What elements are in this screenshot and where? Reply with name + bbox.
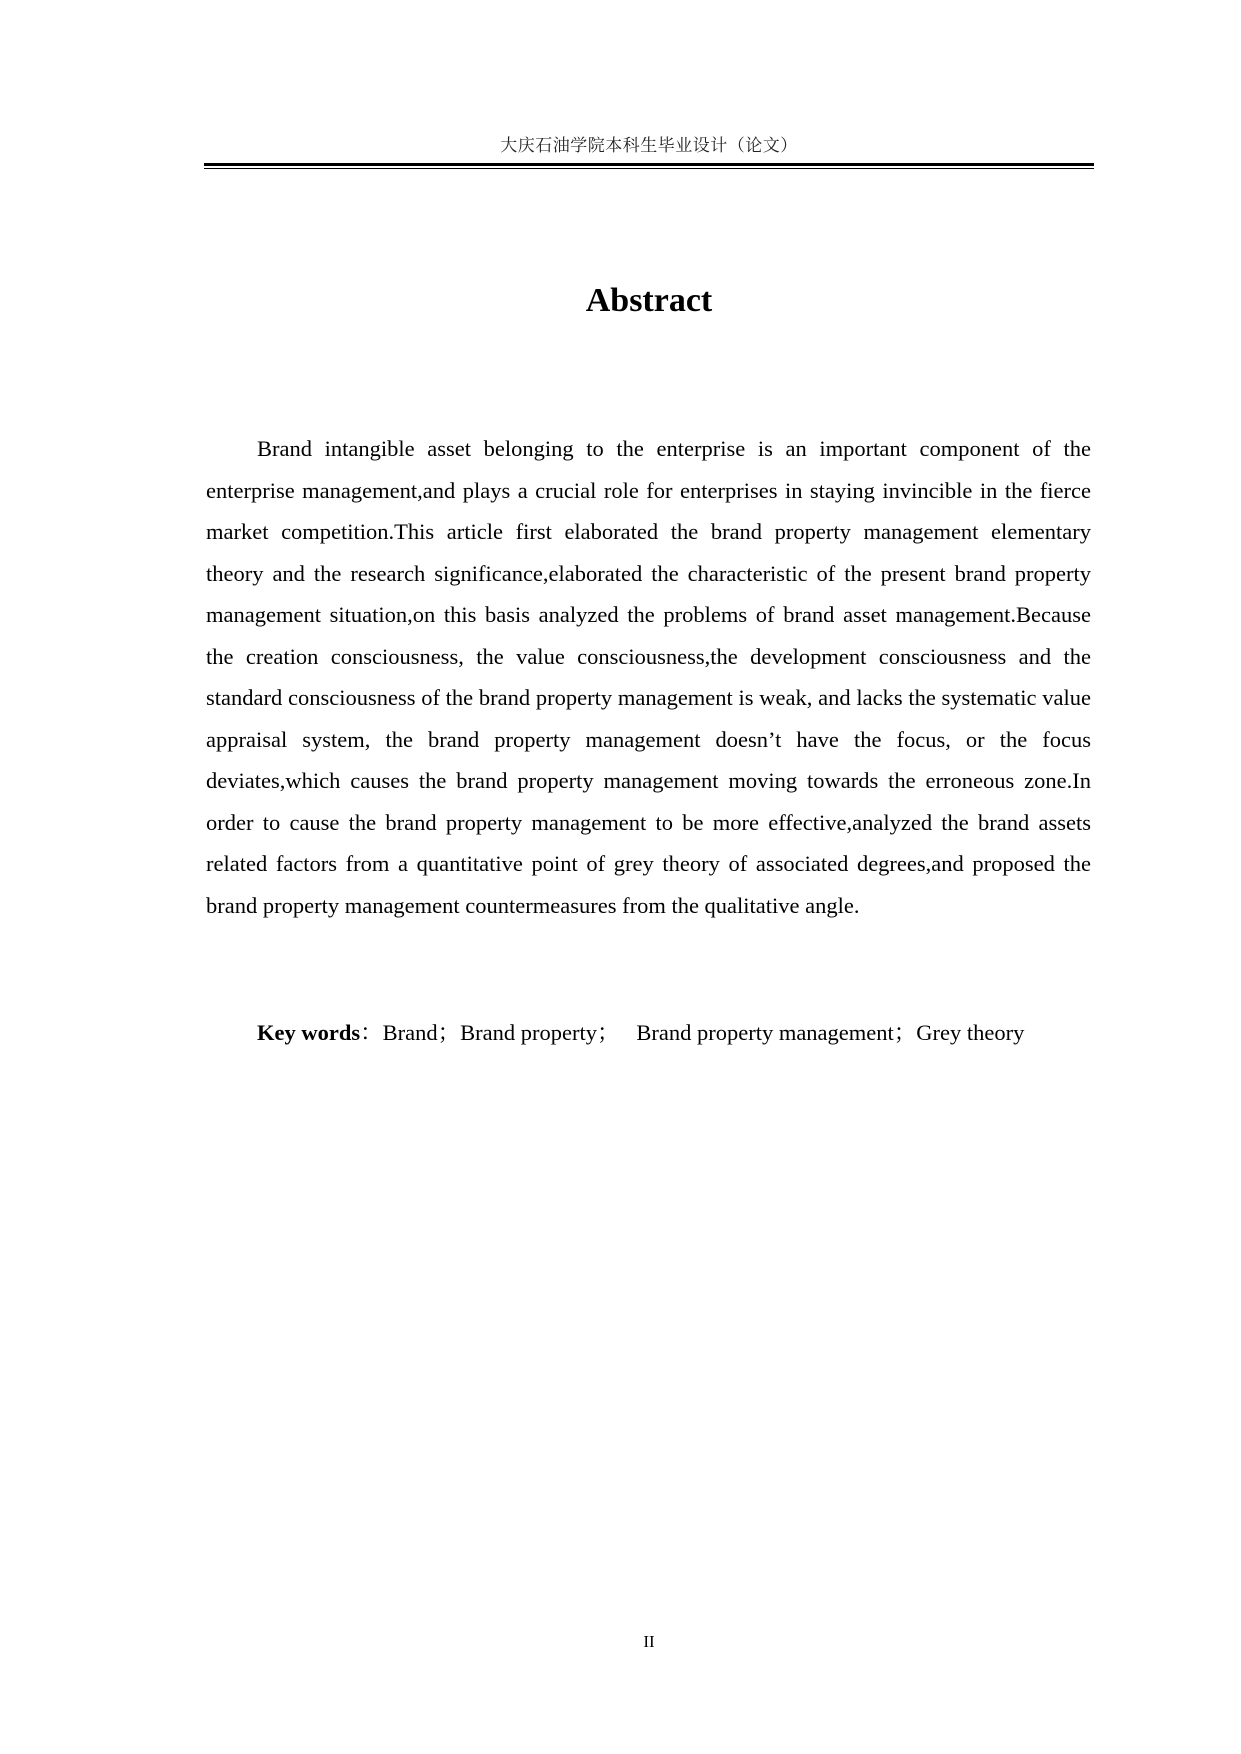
- abstract-paragraph: Brand intangible asset belonging to the enterprise is an important component of the enterprise management,and plays a crucial role for enterprises in staying invincible in the fierce market competition.This article first elaborated the brand property management elementary theory and the research significance,elaborated the characteristic of the present brand property management situation,on this basis analyzed the problems of brand asset management.Because the creation consciousness, the value consciousness,the development consciousness and the standard consciousness of the brand property management is weak, and lacks the systematic value appraisal system, the brand property management doesn’t have the focus, or the focus deviates,which causes the brand property management moving towards the erroneous zone.In order to cause the brand property management to be more effective,analyzed the brand assets related factors from a quantitative point of grey theory of associated degrees,and proposed the brand property management countermeasures from the qualitative angle.: [206, 436, 1091, 918]
- abstract-heading: Abstract: [585, 282, 713, 319]
- running-header: 大庆石油学院本科生毕业设计（论文）: [500, 136, 798, 155]
- page-number: II: [643, 1632, 655, 1651]
- keyword-item: Brand property；: [460, 1020, 620, 1045]
- keyword-item: Brand；: [382, 1020, 461, 1045]
- keyword-item: Brand property management；: [636, 1020, 917, 1045]
- keywords-separator: ：: [360, 1020, 383, 1045]
- keywords-label: Key words: [257, 1020, 361, 1045]
- header-rule-thin: [204, 168, 1094, 169]
- keywords-line: [257, 1012, 1157, 1054]
- header-rule-thick: [204, 163, 1094, 166]
- keyword-item: Grey theory: [916, 1020, 1025, 1045]
